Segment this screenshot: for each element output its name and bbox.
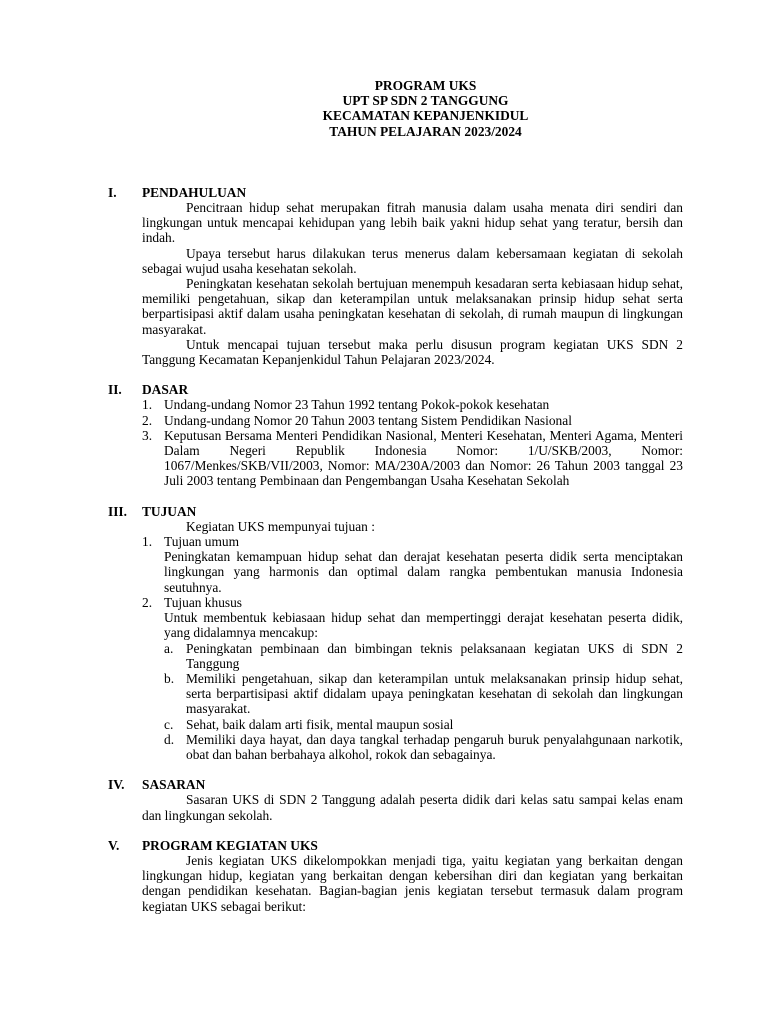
section-sasaran: [108, 777, 683, 823]
list-text: Sehat, baik dalam arti fisik, mental maupun sosial: [186, 716, 454, 732]
list-text: Peningkatan pembinaan dan bimbingan teknis pelaksanaan kegiatan UKS di SDN 2 Tanggung: [186, 640, 683, 671]
list-letter: d.: [164, 731, 175, 747]
paragraph: Untuk mencapai tujuan tersebut maka perlu disusun program kegiatan UKS SDN 2 Tanggung Kecamatan Kepanjenkidul Tahun Pelajaran 2023/2024.: [142, 336, 683, 368]
sub-list-item: [164, 641, 683, 671]
dasar-list: [142, 397, 683, 488]
paragraph: Sasaran UKS di SDN 2 Tanggung adalah peserta didik dari kelas satu sampai kelas enam dan lingkungan sekolah.: [142, 792, 683, 823]
list-text: Memiliki daya hayat, dan daya tangkal terhadap pengaruh buruk penyalahgunaan narkotik, obat dan bahan berbahaya alkohol, rokok dan sebagainya.: [186, 731, 683, 762]
section-tujuan: [108, 504, 683, 762]
list-text: Undang-undang Nomor 23 Tahun 1992 tentang Pokok-pokok kesehatan: [164, 397, 550, 413]
section-number: II.: [108, 382, 122, 398]
paragraph: Kegiatan UKS mempunyai tujuan :: [186, 518, 375, 534]
list-text: Undang-undang Nomor 20 Tahun 2003 tentang Sistem Pendidikan Nasional: [164, 412, 572, 428]
list-number: 2.: [142, 412, 153, 428]
section-heading: [108, 185, 683, 200]
list-item: [142, 428, 683, 489]
paragraph: Peningkatan kesehatan sekolah bertujuan menempuh kesadaran serta kebiasaan hidup sehat, memiliki pengetahuan, sikap dan keterampilan untuk melaksanakan prinsip hidup sehat serta berpartisipasi aktif dalam usaha peningkatan kesehatan di sekolah, di rumah maupun di lingkungan masyarakat.: [142, 276, 683, 337]
section-title: TUJUAN: [142, 503, 197, 519]
sub-list-item: [164, 732, 683, 762]
title-line-4: TAHUN PELAJARAN 2023/2024: [329, 123, 522, 139]
list-letter: a.: [164, 640, 174, 656]
section-pendahuluan: [108, 185, 683, 367]
list-item: [142, 397, 683, 412]
list-text: Memiliki pengetahuan, sikap dan keterampilan untuk melaksanakan prinsip hidup sehat, serta berpartisipasi aktif didalam upaya peningkatan kesehatan di sekolah dan lingkungan masyarakat.: [186, 670, 683, 717]
section-heading: [108, 777, 683, 792]
sub-list-item: [164, 671, 683, 717]
section-heading: [108, 382, 683, 397]
list-number: 1.: [142, 397, 153, 413]
list-number: 3.: [142, 427, 153, 443]
title-line-1: PROGRAM UKS: [374, 78, 477, 93]
section-program-kegiatan: [108, 838, 683, 914]
paragraph: Upaya tersebut harus dilakukan terus menerus dalam kebersamaan kegiatan di sekolah sebagai wujud usaha kesehatan sekolah.: [142, 245, 683, 276]
section-heading: [108, 504, 683, 519]
section-heading: [108, 838, 683, 853]
section-title: DASAR: [142, 382, 189, 398]
section-number: I.: [108, 184, 117, 200]
section-title: PROGRAM KEGIATAN UKS: [142, 837, 318, 853]
section-number: V.: [108, 837, 120, 853]
paragraph: Jenis kegiatan UKS dikelompokkan menjadi tiga, yaitu kegiatan yang berkaitan dengan lingkungan hidup, kegiatan yang berkaitan dengan kebersihan diri dan kegiatan yang berkaitan dengan pendidikan kesehatan. Bagian-bagian jenis kegiatan tersebut termasuk dalam program kegiatan UKS sebagai berikut:: [142, 852, 683, 914]
list-number: 1.: [142, 534, 153, 550]
list-letter: b.: [164, 670, 175, 686]
section-number: III.: [108, 503, 127, 519]
paragraph: Peningkatan kemampuan hidup sehat dan derajat kesehatan peserta didik serta menciptakan lingkungan yang harmonis dan optimal dalam rangka pembentukan manusia Indonesia seutuhnya.: [164, 549, 683, 595]
list-letter: c.: [164, 716, 174, 732]
title-line-2: UPT SP SDN 2 TANGGUNG: [342, 93, 509, 109]
section-dasar: [108, 382, 683, 488]
sub-list-item: [164, 717, 683, 732]
paragraph: Untuk membentuk kebiasaan hidup sehat dan mempertinggi derajat kesehatan peserta didik, yang didalamnya mencakup:: [164, 610, 683, 641]
list-text: Tujuan umum: [164, 534, 240, 550]
list-text: Keputusan Bersama Menteri Pendidikan Nasional, Menteri Kesehatan, Menteri Agama, Menteri Dalam Negeri Republik Indonesia Nomor: 1/U/SKB/2003, Nomor: 1067/Menkes/SKB/VII/2003, Nomor: MA/230A/2003 dan Nomor: 26 Tahun 2003 tanggal 23 Juli 2003 tentang Pembinaan dan Pengembangan Usaha Kesehatan Sekolah: [164, 427, 683, 489]
section-title: PENDAHULUAN: [142, 184, 247, 200]
list-item: [142, 413, 683, 428]
title-line-3: KECAMATAN KEPANJENKIDUL: [322, 108, 529, 124]
document-title: [168, 78, 683, 139]
section-title: SASARAN: [142, 777, 206, 793]
list-item-tujuan-khusus: [142, 595, 683, 762]
section-number: IV.: [108, 777, 125, 793]
list-text: Tujuan khusus: [164, 594, 243, 610]
list-item-tujuan-umum: [142, 534, 683, 595]
list-number: 2.: [142, 594, 153, 610]
paragraph: Pencitraan hidup sehat merupakan fitrah manusia dalam usaha menata diri sendiri dan lingkungan untuk mencapai kehidupan yang lebih baik yakni hidup sehat yang teratur, bersih dan indah.: [142, 200, 683, 246]
